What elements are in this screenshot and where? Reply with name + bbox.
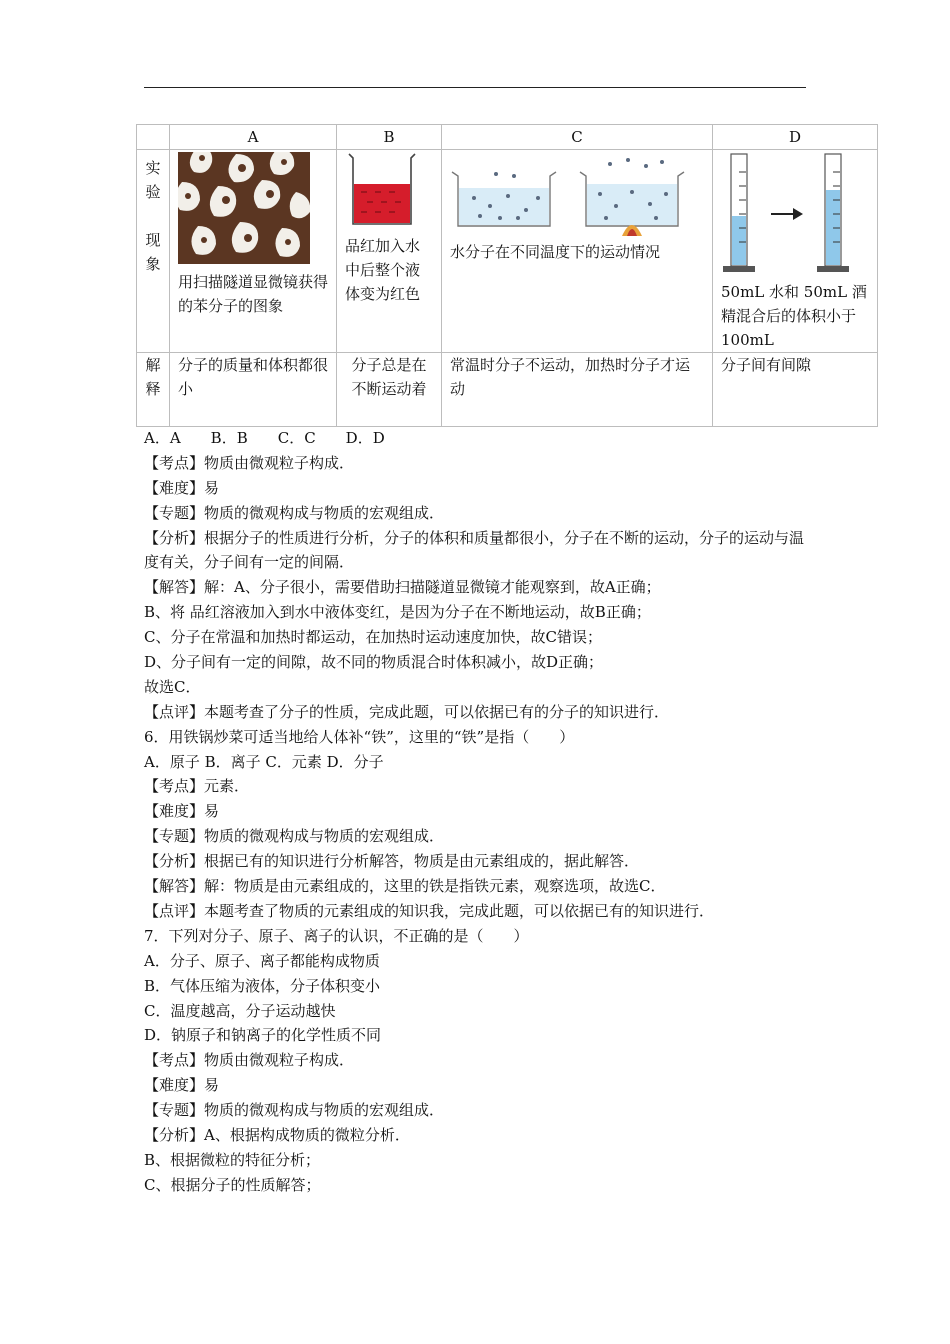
- phenomenon-a-text: 用扫描隧道显微镜获得的苯分子的图象: [178, 273, 329, 315]
- q6-jieda: 【解答】解：物质是由元素组成的，这里的铁是指铁元素，观察选项，故选C．: [144, 877, 666, 896]
- q7-fenxi-b: B、根据微粒的特征分析；: [144, 1150, 321, 1169]
- header-b: B: [337, 125, 442, 150]
- q7-fenxi-a: 【分析】A、根据构成物质的微粒分析．: [144, 1125, 410, 1144]
- zhuanti-line: 【专题】物质的微观构成与物质的宏观组成．: [144, 503, 445, 522]
- question-7: 7．下列对分子、原子、离子的认识，不正确的是（ ）: [144, 926, 529, 945]
- question-6-options: A．原子 B．离子 C．元素 D．分子: [144, 752, 384, 771]
- phenomenon-d-text: 50mL 水和 50mL 酒精混合后的体积小于 100mL: [721, 283, 867, 349]
- q7-fenxi-c: C、根据分子的性质解答；: [144, 1175, 321, 1194]
- answer-d-line: D、分子间有一定的间隙，故不同的物质混合时体积减小，故D正确；: [144, 653, 604, 672]
- q7-option-c: C．温度越高，分子运动越快: [144, 1001, 336, 1020]
- row-label-explain: 解 释: [137, 353, 170, 427]
- q6-nandu: 【难度】易: [144, 802, 220, 821]
- corner-cell: [137, 125, 170, 150]
- table-header-row: [137, 125, 878, 150]
- phenomenon-row: [137, 150, 878, 353]
- cylinder-before: [723, 154, 755, 272]
- phenomenon-c-text: 水分子在不同温度下的运动情况: [450, 243, 661, 261]
- header-d: D: [713, 125, 878, 150]
- cell-b-phenomenon: [337, 150, 442, 353]
- header-rule: [144, 87, 806, 88]
- q6-zhuanti: 【专题】物质的微观构成与物质的宏观组成．: [144, 827, 445, 846]
- answer-text: [144, 426, 814, 1198]
- cell-d-phenomenon: [713, 150, 878, 353]
- choose-line: 故选C．: [144, 677, 201, 696]
- cell-c-phenomenon: [442, 150, 713, 353]
- answer-c-line: C、分子在常温和加热时都运动，在加热时运动速度加快，故C错误；: [144, 628, 602, 647]
- q7-option-b: B．气体压缩为液体，分子体积变小: [144, 976, 381, 995]
- container-heated: [580, 172, 684, 236]
- header-a: A: [170, 125, 337, 150]
- q7-nandu: 【难度】易: [144, 1076, 220, 1095]
- question-6: 6．用铁锅炒菜可适当地给人体补“铁”，这里的“铁”是指（ ）: [144, 727, 575, 746]
- jieda-line: 【解答】解：A、分子很小，需要借助扫描隧道显微镜才能观察到，故A正确；: [144, 578, 661, 597]
- q7-zhuanti: 【专题】物质的微观构成与物质的宏观组成．: [144, 1101, 445, 1120]
- measuring-cylinders: [721, 152, 853, 276]
- kaodian-line: 【考点】物质由微观粒子构成．: [144, 453, 355, 472]
- options-line: A．A B．B C．C D．D: [144, 429, 385, 447]
- row-label-phenomenon: 实 验 现 象: [137, 150, 170, 353]
- q7-option-a: A．分子、原子、离子都能构成物质: [144, 951, 380, 970]
- arrow-icon: [771, 208, 803, 220]
- beaker-icon: [345, 152, 419, 228]
- explain-a: 分子的质量和体积都很小: [170, 353, 337, 427]
- explain-c: 常温时分子不运动，加热时分子才运动: [442, 353, 713, 427]
- header-c: C: [442, 125, 713, 150]
- experiment-table: [136, 124, 878, 427]
- explanation-row: [137, 353, 878, 427]
- phenomenon-b-text: 品红加入水中后整个液体变为红色: [345, 237, 421, 303]
- water-molecule-containers: [450, 154, 688, 236]
- benzene-image: [178, 152, 310, 264]
- explain-b: 分子总是在不断运动着: [337, 353, 442, 427]
- q6-kaodian: 【考点】元素．: [144, 777, 250, 796]
- explain-d: 分子间有间隙: [713, 353, 878, 427]
- q7-kaodian: 【考点】物质由微观粒子构成．: [144, 1051, 355, 1070]
- cylinder-after: [817, 154, 849, 272]
- fenxi-line: 【分析】根据分子的性质进行分析，分子的体积和质量都很小，分子在不断的运动，分子的运动与温度有关，分子间有一定的间隔．: [144, 528, 805, 572]
- container-room-temp: [452, 172, 556, 226]
- q7-option-d: D．钠原子和钠离子的化学性质不同: [144, 1026, 382, 1045]
- answer-b-line: B、将 品红溶液加入到水中液体变红，是因为分子在不断地运动，故B正确；: [144, 603, 651, 622]
- nandu-line: 【难度】易: [144, 478, 220, 497]
- q6-dianping: 【点评】本题考查了物质的元素组成的知识我，完成此题，可以依据已有的知识进行．: [144, 901, 715, 920]
- cell-a-phenomenon: [170, 150, 337, 353]
- q6-fenxi: 【分析】根据已有的知识进行分析解答，物质是由元素组成的，据此解答．: [144, 852, 640, 871]
- dianping-line: 【点评】本题考查了分子的性质，完成此题，可以依据已有的分子的知识进行．: [144, 702, 670, 721]
